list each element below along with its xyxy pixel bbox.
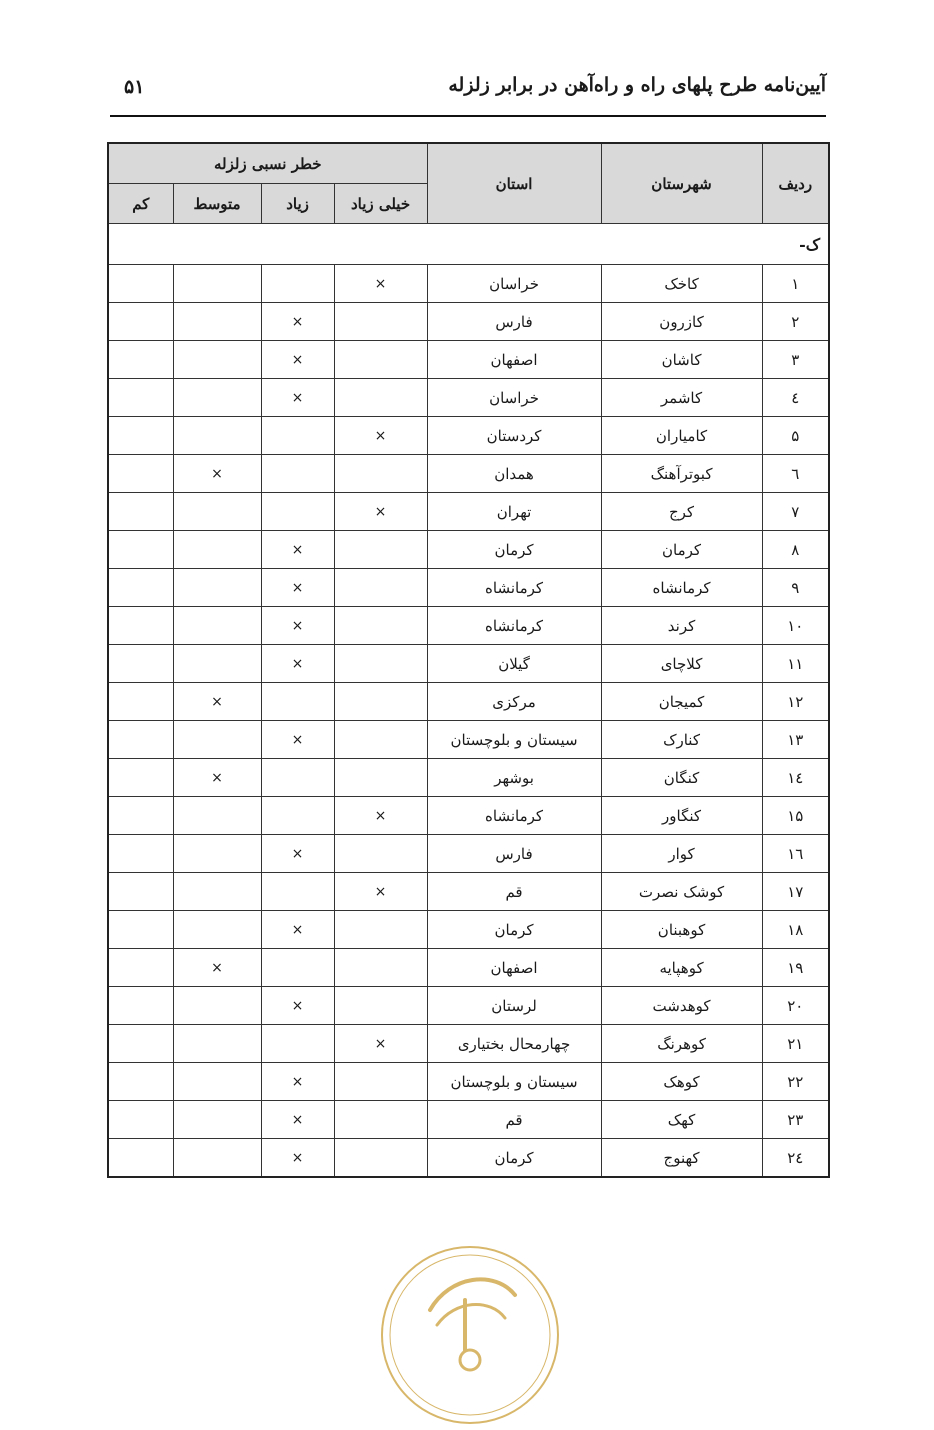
cell-risk-medium xyxy=(173,835,261,873)
cell-risk-very-high xyxy=(334,645,427,683)
cell-row-number: ۲۰ xyxy=(762,987,829,1025)
table-row xyxy=(108,987,829,1025)
cell-city: کوهپایه xyxy=(601,949,762,987)
cell-risk-high: × xyxy=(261,721,334,759)
table-row xyxy=(108,531,829,569)
cell-city: کهنوج xyxy=(601,1139,762,1178)
cell-risk-low xyxy=(108,873,173,911)
cell-risk-medium xyxy=(173,721,261,759)
cell-risk-low xyxy=(108,607,173,645)
cell-city: کمیجان xyxy=(601,683,762,721)
cell-risk-medium: × xyxy=(173,683,261,721)
cell-risk-low xyxy=(108,645,173,683)
cell-risk-high xyxy=(261,493,334,531)
cell-province: کردستان xyxy=(427,417,601,455)
header-risk-very-high: خیلی زیاد xyxy=(334,184,427,224)
header-risk-medium: متوسط xyxy=(173,184,261,224)
cell-risk-low xyxy=(108,949,173,987)
cell-risk-medium xyxy=(173,569,261,607)
cell-risk-very-high: × xyxy=(334,417,427,455)
table-row xyxy=(108,569,829,607)
cell-risk-very-high xyxy=(334,721,427,759)
header-city: شهرستان xyxy=(601,143,762,224)
cell-risk-low xyxy=(108,1063,173,1101)
cell-risk-high xyxy=(261,949,334,987)
cell-row-number: ۱۳ xyxy=(762,721,829,759)
section-label: ک- xyxy=(108,224,829,265)
cell-risk-medium xyxy=(173,797,261,835)
cell-province: اصفهان xyxy=(427,949,601,987)
cell-province: چهارمحال بختیاری xyxy=(427,1025,601,1063)
cell-risk-medium xyxy=(173,911,261,949)
cell-risk-very-high xyxy=(334,607,427,645)
publisher-seal-icon xyxy=(375,1240,565,1430)
cell-risk-very-high: × xyxy=(334,797,427,835)
cell-city: کرمانشاه xyxy=(601,569,762,607)
cell-row-number: ۸ xyxy=(762,531,829,569)
cell-risk-very-high xyxy=(334,759,427,797)
cell-risk-medium: × xyxy=(173,759,261,797)
cell-risk-low xyxy=(108,417,173,455)
cell-city: کاخک xyxy=(601,265,762,303)
cell-row-number: ۱ xyxy=(762,265,829,303)
cell-risk-high: × xyxy=(261,1063,334,1101)
cell-risk-very-high: × xyxy=(334,1025,427,1063)
table-row xyxy=(108,493,829,531)
cell-risk-medium xyxy=(173,417,261,455)
cell-risk-very-high xyxy=(334,835,427,873)
cell-province: قم xyxy=(427,873,601,911)
cell-province: گیلان xyxy=(427,645,601,683)
cell-province: خراسان xyxy=(427,379,601,417)
cell-row-number: ۱۲ xyxy=(762,683,829,721)
cell-risk-high: × xyxy=(261,835,334,873)
table-row xyxy=(108,607,829,645)
cell-risk-low xyxy=(108,1101,173,1139)
cell-risk-high: × xyxy=(261,1139,334,1178)
cell-risk-very-high xyxy=(334,949,427,987)
cell-risk-low xyxy=(108,1139,173,1178)
cell-risk-low xyxy=(108,265,173,303)
cell-risk-low xyxy=(108,911,173,949)
cell-row-number: ۲ xyxy=(762,303,829,341)
cell-city: کازرون xyxy=(601,303,762,341)
table-row xyxy=(108,455,829,493)
cell-row-number: ۹ xyxy=(762,569,829,607)
cell-city: کنگان xyxy=(601,759,762,797)
cell-row-number: ٤ xyxy=(762,379,829,417)
cell-province: کرمانشاه xyxy=(427,797,601,835)
header-province: استان xyxy=(427,143,601,224)
table-row xyxy=(108,645,829,683)
cell-risk-high xyxy=(261,797,334,835)
cell-city: کاشمر xyxy=(601,379,762,417)
cell-risk-high xyxy=(261,455,334,493)
cell-risk-very-high xyxy=(334,455,427,493)
cell-row-number: ۲۲ xyxy=(762,1063,829,1101)
cell-province: اصفهان xyxy=(427,341,601,379)
cell-risk-low xyxy=(108,835,173,873)
cell-risk-high xyxy=(261,759,334,797)
header-risk-high: زیاد xyxy=(261,184,334,224)
cell-risk-high xyxy=(261,873,334,911)
cell-province: فارس xyxy=(427,303,601,341)
cell-risk-low xyxy=(108,683,173,721)
cell-row-number: ۱۸ xyxy=(762,911,829,949)
cell-risk-very-high xyxy=(334,683,427,721)
cell-risk-low xyxy=(108,1025,173,1063)
cell-province: همدان xyxy=(427,455,601,493)
cell-row-number: ۱۹ xyxy=(762,949,829,987)
cell-risk-high: × xyxy=(261,531,334,569)
seismic-risk-table xyxy=(107,142,830,1178)
cell-risk-low xyxy=(108,721,173,759)
cell-row-number: ۲٤ xyxy=(762,1139,829,1178)
header-rule xyxy=(110,115,826,117)
page-header xyxy=(110,74,826,110)
cell-risk-very-high: × xyxy=(334,873,427,911)
cell-province: کرمان xyxy=(427,1139,601,1178)
table-row xyxy=(108,721,829,759)
table-row xyxy=(108,265,829,303)
cell-risk-low xyxy=(108,987,173,1025)
cell-province: سیستان و بلوچستان xyxy=(427,1063,601,1101)
cell-risk-high: × xyxy=(261,645,334,683)
cell-risk-low xyxy=(108,379,173,417)
cell-risk-very-high xyxy=(334,379,427,417)
cell-row-number: ۷ xyxy=(762,493,829,531)
cell-risk-low xyxy=(108,569,173,607)
cell-risk-high xyxy=(261,683,334,721)
cell-risk-medium: × xyxy=(173,455,261,493)
cell-row-number: ۲۱ xyxy=(762,1025,829,1063)
cell-risk-low xyxy=(108,759,173,797)
cell-risk-high xyxy=(261,265,334,303)
page-number: ۵۱ xyxy=(124,76,145,98)
cell-province: کرمانشاه xyxy=(427,569,601,607)
cell-risk-medium xyxy=(173,1025,261,1063)
cell-province: کرمان xyxy=(427,531,601,569)
cell-province: سیستان و بلوچستان xyxy=(427,721,601,759)
cell-risk-very-high xyxy=(334,987,427,1025)
cell-risk-very-high xyxy=(334,911,427,949)
cell-city: کرند xyxy=(601,607,762,645)
cell-row-number: ۱۷ xyxy=(762,873,829,911)
cell-province: تهران xyxy=(427,493,601,531)
cell-risk-low xyxy=(108,303,173,341)
cell-row-number: ٦ xyxy=(762,455,829,493)
cell-risk-medium xyxy=(173,265,261,303)
table-row xyxy=(108,759,829,797)
cell-risk-high: × xyxy=(261,1101,334,1139)
cell-risk-very-high xyxy=(334,303,427,341)
cell-risk-medium xyxy=(173,873,261,911)
cell-city: کلاچای xyxy=(601,645,762,683)
cell-risk-high: × xyxy=(261,911,334,949)
cell-city: کاشان xyxy=(601,341,762,379)
cell-city: کنگاور xyxy=(601,797,762,835)
cell-province: بوشهر xyxy=(427,759,601,797)
cell-row-number: ۲۳ xyxy=(762,1101,829,1139)
cell-city: کهک xyxy=(601,1101,762,1139)
table-row xyxy=(108,341,829,379)
table-row xyxy=(108,949,829,987)
cell-risk-very-high xyxy=(334,569,427,607)
cell-province: کرمانشاه xyxy=(427,607,601,645)
table-row xyxy=(108,379,829,417)
cell-province: قم xyxy=(427,1101,601,1139)
cell-risk-high: × xyxy=(261,569,334,607)
table-row xyxy=(108,1025,829,1063)
cell-province: مرکزی xyxy=(427,683,601,721)
page-title: آیین‌نامه طرح پلهای راه و راه‌آهن در برابر زلزله xyxy=(448,74,826,96)
cell-risk-high: × xyxy=(261,341,334,379)
cell-risk-medium xyxy=(173,1063,261,1101)
cell-row-number: ۱۰ xyxy=(762,607,829,645)
cell-risk-very-high: × xyxy=(334,265,427,303)
table-row xyxy=(108,1063,829,1101)
cell-city: کوار xyxy=(601,835,762,873)
cell-risk-low xyxy=(108,455,173,493)
cell-risk-high xyxy=(261,1025,334,1063)
cell-row-number: ۳ xyxy=(762,341,829,379)
cell-risk-very-high xyxy=(334,1063,427,1101)
cell-province: فارس xyxy=(427,835,601,873)
cell-row-number: ۱٦ xyxy=(762,835,829,873)
cell-risk-high: × xyxy=(261,607,334,645)
cell-risk-medium xyxy=(173,493,261,531)
cell-risk-very-high xyxy=(334,1101,427,1139)
cell-risk-very-high xyxy=(334,341,427,379)
header-risk-low: کم xyxy=(108,184,173,224)
header-row-number: ردیف xyxy=(762,143,829,224)
cell-row-number: ۵ xyxy=(762,417,829,455)
cell-risk-high: × xyxy=(261,987,334,1025)
table-row xyxy=(108,1139,829,1178)
cell-province: خراسان xyxy=(427,265,601,303)
table-row xyxy=(108,683,829,721)
cell-risk-low xyxy=(108,531,173,569)
cell-risk-medium xyxy=(173,531,261,569)
cell-city: کبوترآهنگ xyxy=(601,455,762,493)
cell-city: کرمان xyxy=(601,531,762,569)
cell-risk-medium xyxy=(173,1139,261,1178)
cell-risk-medium xyxy=(173,379,261,417)
table-row xyxy=(108,797,829,835)
table-row xyxy=(108,873,829,911)
cell-city: کامیاران xyxy=(601,417,762,455)
table-row xyxy=(108,417,829,455)
cell-row-number: ۱۵ xyxy=(762,797,829,835)
cell-risk-low xyxy=(108,493,173,531)
cell-city: کوهک xyxy=(601,1063,762,1101)
cell-risk-very-high xyxy=(334,531,427,569)
cell-city: کوهدشت xyxy=(601,987,762,1025)
table-row xyxy=(108,911,829,949)
table-row xyxy=(108,835,829,873)
table-row xyxy=(108,303,829,341)
cell-city: کنارک xyxy=(601,721,762,759)
cell-city: کوشک نصرت xyxy=(601,873,762,911)
cell-risk-very-high xyxy=(334,1139,427,1178)
cell-row-number: ۱۱ xyxy=(762,645,829,683)
cell-risk-medium xyxy=(173,1101,261,1139)
cell-risk-medium xyxy=(173,303,261,341)
cell-risk-very-high: × xyxy=(334,493,427,531)
cell-risk-medium xyxy=(173,987,261,1025)
cell-risk-low xyxy=(108,797,173,835)
cell-row-number: ۱٤ xyxy=(762,759,829,797)
cell-risk-high: × xyxy=(261,379,334,417)
header-risk-group: خطر نسبی زلزله xyxy=(108,143,427,184)
cell-risk-high xyxy=(261,417,334,455)
cell-province: لرستان xyxy=(427,987,601,1025)
cell-risk-medium xyxy=(173,645,261,683)
cell-risk-low xyxy=(108,341,173,379)
cell-province: کرمان xyxy=(427,911,601,949)
cell-risk-medium xyxy=(173,341,261,379)
cell-risk-medium: × xyxy=(173,949,261,987)
cell-risk-medium xyxy=(173,607,261,645)
cell-city: کرج xyxy=(601,493,762,531)
cell-city: کوهبنان xyxy=(601,911,762,949)
cell-risk-high: × xyxy=(261,303,334,341)
table-row xyxy=(108,1101,829,1139)
cell-city: کوهرنگ xyxy=(601,1025,762,1063)
